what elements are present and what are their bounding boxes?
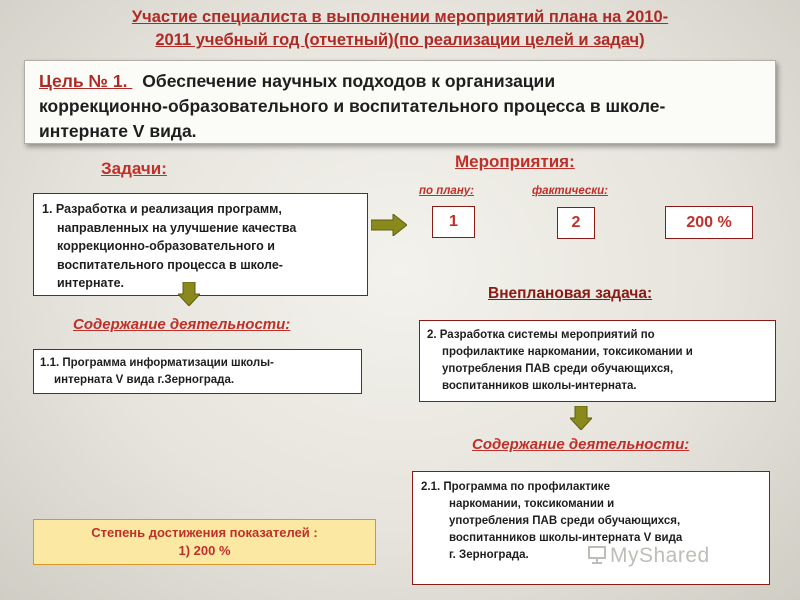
- title-line-1: Участие специалиста в выполнении мероприятий плана на 2010-: [131, 8, 669, 26]
- content-right-line-2: наркомании, токсикомании и: [449, 498, 615, 510]
- actual-value-box: 2: [557, 207, 595, 239]
- actual-label: фактически:: [532, 185, 608, 197]
- unplanned-task-box: [419, 320, 776, 402]
- unplanned-line-4: воспитанников школы-интерната.: [442, 380, 637, 392]
- task-1-line-1: 1. Разработка и реализация программ,: [42, 202, 282, 216]
- planned-value-box: 1: [432, 206, 475, 238]
- planned-label: по плану:: [419, 185, 474, 197]
- achievement-line-1: Степень достижения показателей :: [91, 525, 318, 540]
- goal-text-line-2: коррекционно-образовательного и воспитательного процесса в школе-: [39, 96, 666, 116]
- task-1-line-4: воспитательного процесса в школе-: [57, 257, 283, 272]
- goal-label: Цель № 1.: [39, 71, 133, 91]
- watermark: [588, 544, 710, 568]
- title-line-2: 2011 учебный год (отчетный)(по реализации целей и задач): [155, 31, 645, 49]
- arrow-down-icon: [178, 282, 200, 306]
- goal-box: [24, 60, 776, 144]
- content-right-line-4: воспитанников школы-интерната V вида: [449, 532, 683, 544]
- percent-value-box: 200 %: [665, 206, 753, 239]
- arrow-down-icon: [570, 406, 592, 430]
- task-1-line-2: направленных на улучшение качества: [57, 220, 297, 235]
- content-heading-left: Содержание деятельности:: [73, 316, 291, 333]
- unplanned-line-3: употребления ПАВ среди обучающихся,: [442, 363, 674, 375]
- content-left-line-1: 1.1. Программа информатизации школы-: [40, 357, 274, 369]
- content-left-line-2: интерната V вида г.Зернограда.: [54, 374, 235, 386]
- task-1-box: [33, 193, 368, 296]
- content-right-line-5: г. Зернограда.: [449, 549, 529, 561]
- arrow-right-icon: [371, 214, 407, 236]
- content-box-left: [33, 349, 362, 394]
- unplanned-line-2: профилактике наркомании, токсикомании и: [442, 346, 693, 358]
- unplanned-heading: Внеплановая задача:: [488, 285, 653, 302]
- achievement-box: [33, 519, 376, 565]
- events-heading: Мероприятия:: [455, 152, 575, 171]
- goal-text-line-1: Обеспечение научных подходов к организации: [142, 71, 556, 91]
- goal-text-line-3: интернате V вида.: [39, 121, 197, 141]
- unplanned-line-1: 2. Разработка системы мероприятий по: [427, 329, 655, 341]
- task-1-line-3: коррекционно-образовательного и: [57, 239, 275, 253]
- task-1-line-5: интернате.: [57, 276, 124, 290]
- content-right-line-1: 2.1. Программа по профилактике: [421, 481, 610, 493]
- content-right-line-3: употребления ПАВ среди обучающихся,: [449, 515, 681, 527]
- page-title: [40, 6, 760, 52]
- tasks-heading: Задачи:: [101, 159, 167, 178]
- presentation-icon: [588, 546, 606, 564]
- achievement-line-2: 1) 200 %: [178, 543, 231, 558]
- watermark-text: MyShared: [610, 544, 710, 567]
- content-heading-right: Содержание деятельности:: [472, 436, 690, 453]
